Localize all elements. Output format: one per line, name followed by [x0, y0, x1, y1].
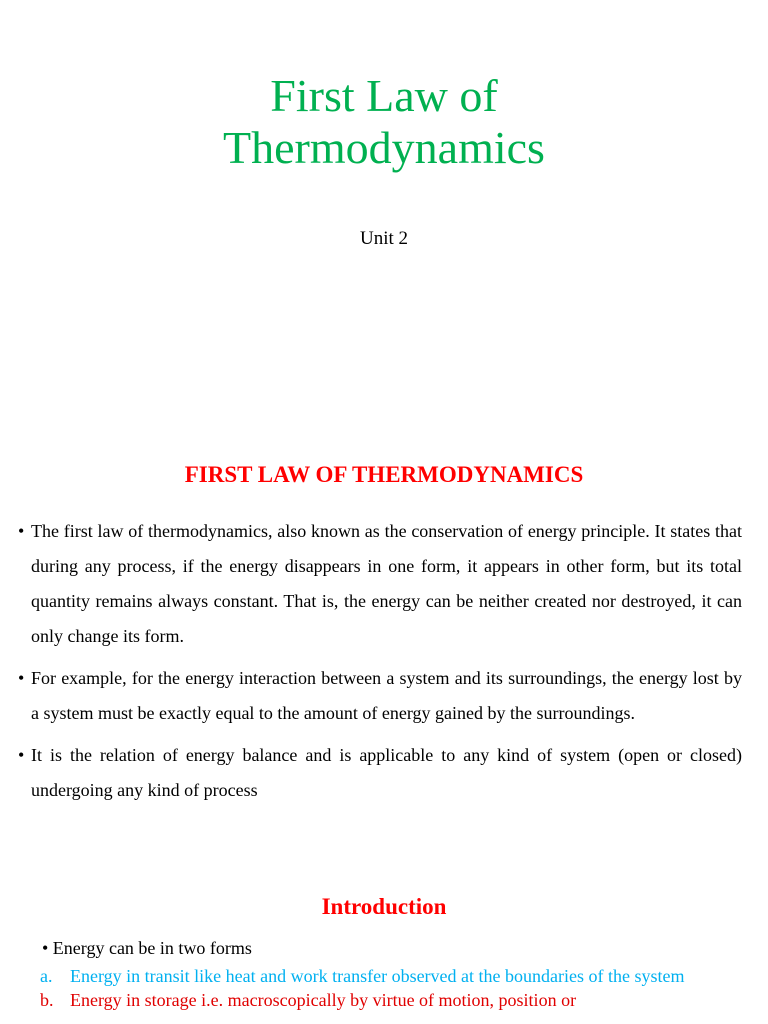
bullet-list [18, 514, 742, 815]
bullet-item [18, 661, 742, 731]
title-line-1: First Law of [270, 70, 498, 121]
bullet-item [18, 514, 742, 654]
energy-form-item-a [40, 965, 720, 987]
title-line-2: Thermodynamics [223, 122, 545, 173]
energy-forms-list [40, 965, 720, 1013]
item-marker: b. [40, 990, 54, 1010]
bullet-dot: • [18, 745, 25, 765]
bullet-text: The first law of thermodynamics, also known as the conservation of energy principle. It states that during any process, if the energy disappears in one form, it appears in other form, but its total quantity remains always constant. That is, the energy can be neither created nor destroyed, it can only change its form. [31, 521, 742, 646]
item-text: Energy in storage i.e. macroscopically by virtue of motion, position or [70, 990, 577, 1010]
slide-title [0, 70, 768, 174]
section-heading: FIRST LAW OF THERMODYNAMICS [184, 462, 584, 487]
bullet-text: It is the relation of energy balance and is applicable to any kind of system (open or closed) undergoing any kind of process [31, 745, 742, 800]
item-text: Energy in transit like heat and work transfer observed at the boundaries of the system [70, 966, 685, 986]
intro-bullet: • Energy can be in two forms [42, 938, 252, 958]
energy-form-item-b [40, 989, 720, 1011]
item-marker: a. [40, 966, 53, 986]
bullet-item [18, 738, 742, 808]
slide-subtitle: Unit 2 [359, 228, 409, 249]
bullet-text: For example, for the energy interaction between a system and its surroundings, the energy lost by a system must be exactly equal to the amount of energy gained by the surroundings. [31, 668, 742, 723]
bullet-dot: • [18, 668, 25, 688]
bullet-dot: • [18, 521, 25, 541]
introduction-heading: Introduction [321, 894, 447, 919]
content-slide [0, 432, 768, 1024]
title-slide [0, 0, 768, 432]
